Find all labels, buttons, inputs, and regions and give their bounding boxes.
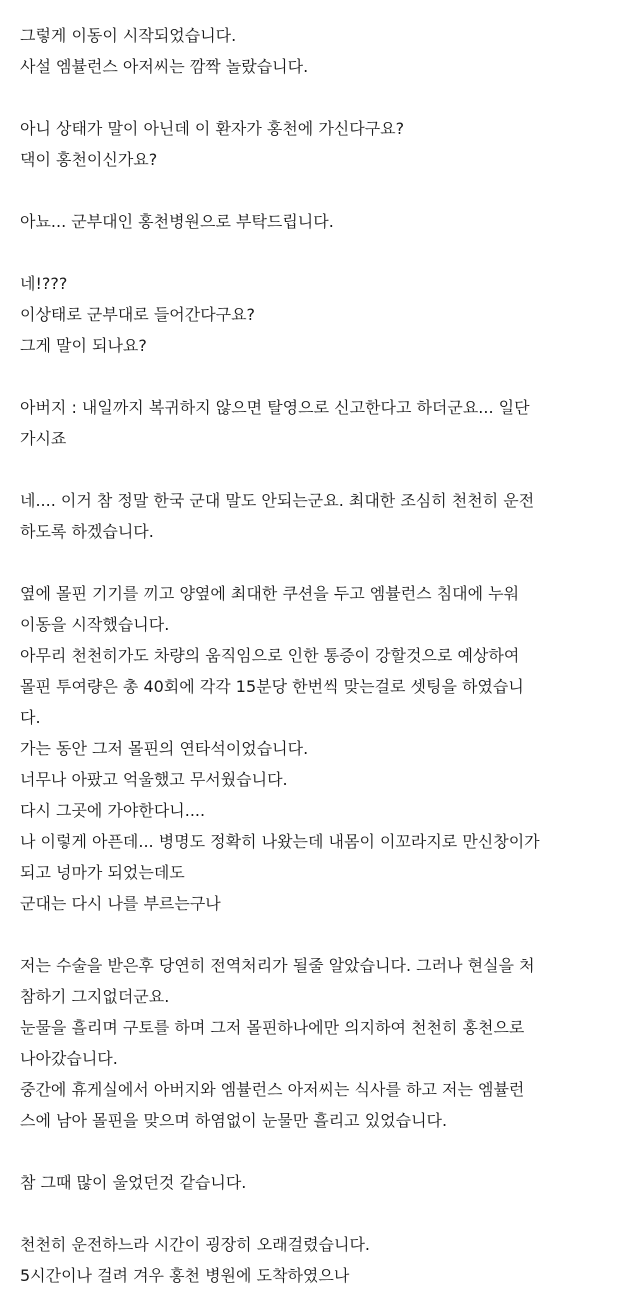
paragraph: [20, 206, 626, 237]
paragraph: [20, 113, 626, 175]
text-line: 군대는 다시 나를 부르는구나: [20, 894, 221, 913]
paragraph: [20, 578, 626, 919]
paragraph: [20, 1229, 626, 1291]
text-line: 댁이 홍천이신가요?: [20, 150, 158, 169]
text-line: 나 이렇게 아픈데... 병명도 정확히 나왔는데 내몸이 이꼬라지로 만신창이가: [20, 832, 540, 851]
text-line: 천천히 운전하느라 시간이 굉장히 오래걸렸습니다.: [20, 1235, 371, 1254]
text-line: 아버지 : 내일까지 복귀하지 않으면 탈영으로 신고한다고 하더군요... 일단: [20, 398, 530, 417]
text-line: 저는 수술을 받은후 당연히 전역처리가 될줄 알았습니다. 그러나 현실을 처: [20, 956, 535, 975]
text-line: 아무리 천천히가도 차량의 움직임으로 인한 통증이 강할것으로 예상하여: [20, 646, 520, 665]
text-line: 옆에 몰핀 기기를 끼고 양옆에 최대한 쿠션을 두고 엠뷸런스 침대에 누워: [20, 584, 520, 603]
text-line: 네!???: [20, 274, 68, 293]
text-line: 5시간이나 걸려 겨우 홍천 병원에 도착하였으나: [20, 1266, 350, 1285]
text-line: 나아갔습니다.: [20, 1049, 118, 1068]
text-line: 가는 동안 그저 몰핀의 연타석이었습니다.: [20, 739, 309, 758]
text-line: 그게 말이 되나요?: [20, 336, 147, 355]
text-line: 가시죠: [20, 429, 67, 448]
text-line: 스에 남아 몰핀을 맞으며 하염없이 눈물만 흘리고 있었습니다.: [20, 1111, 448, 1130]
text-line: 몰핀 투여량은 총 40회에 각각 15분당 한번씩 맞는걸로 셋팅을 하였습니: [20, 677, 524, 696]
text-line: 참 그때 많이 울었던것 같습니다.: [20, 1173, 247, 1192]
text-line: 이상태로 군부대로 들어간다구요?: [20, 305, 256, 324]
text-line: 아뇨... 군부대인 홍천병원으로 부탁드립니다.: [20, 212, 334, 231]
text-line: 하도록 하겠습니다.: [20, 522, 154, 541]
text-line: 이동을 시작했습니다.: [20, 615, 170, 634]
text-line: 너무나 아팠고 억울했고 무서웠습니다.: [20, 770, 288, 789]
text-line: 다.: [20, 708, 41, 727]
text-line: 다시 그곳에 가야한다니....: [20, 801, 206, 820]
text-line: 네.... 이거 참 정말 한국 군대 말도 안되는군요. 최대한 조심히 천천히 운전: [20, 491, 535, 510]
paragraph: [20, 268, 626, 361]
paragraph: [20, 1167, 626, 1198]
text-line: 아니 상태가 말이 아닌데 이 환자가 홍천에 가신다구요?: [20, 119, 405, 138]
paragraph: [20, 392, 626, 454]
text-line: 사설 엠뷸런스 아저씨는 깜짝 놀랐습니다.: [20, 57, 309, 76]
text-line: 그렇게 이동이 시작되었습니다.: [20, 26, 237, 45]
text-line: 되고 넝마가 되었는데도: [20, 863, 185, 882]
paragraph: [20, 950, 626, 1136]
text-line: 중간에 휴게실에서 아버지와 엠뷸런스 아저씨는 식사를 하고 저는 엠뷸런: [20, 1080, 525, 1099]
text-line: 참하기 그지없더군요.: [20, 987, 170, 1006]
paragraph: [20, 485, 626, 547]
text-line: 눈물을 흘리며 구토를 하며 그저 몰핀하나에만 의지하여 천천히 홍천으로: [20, 1018, 525, 1037]
paragraph: [20, 20, 626, 82]
